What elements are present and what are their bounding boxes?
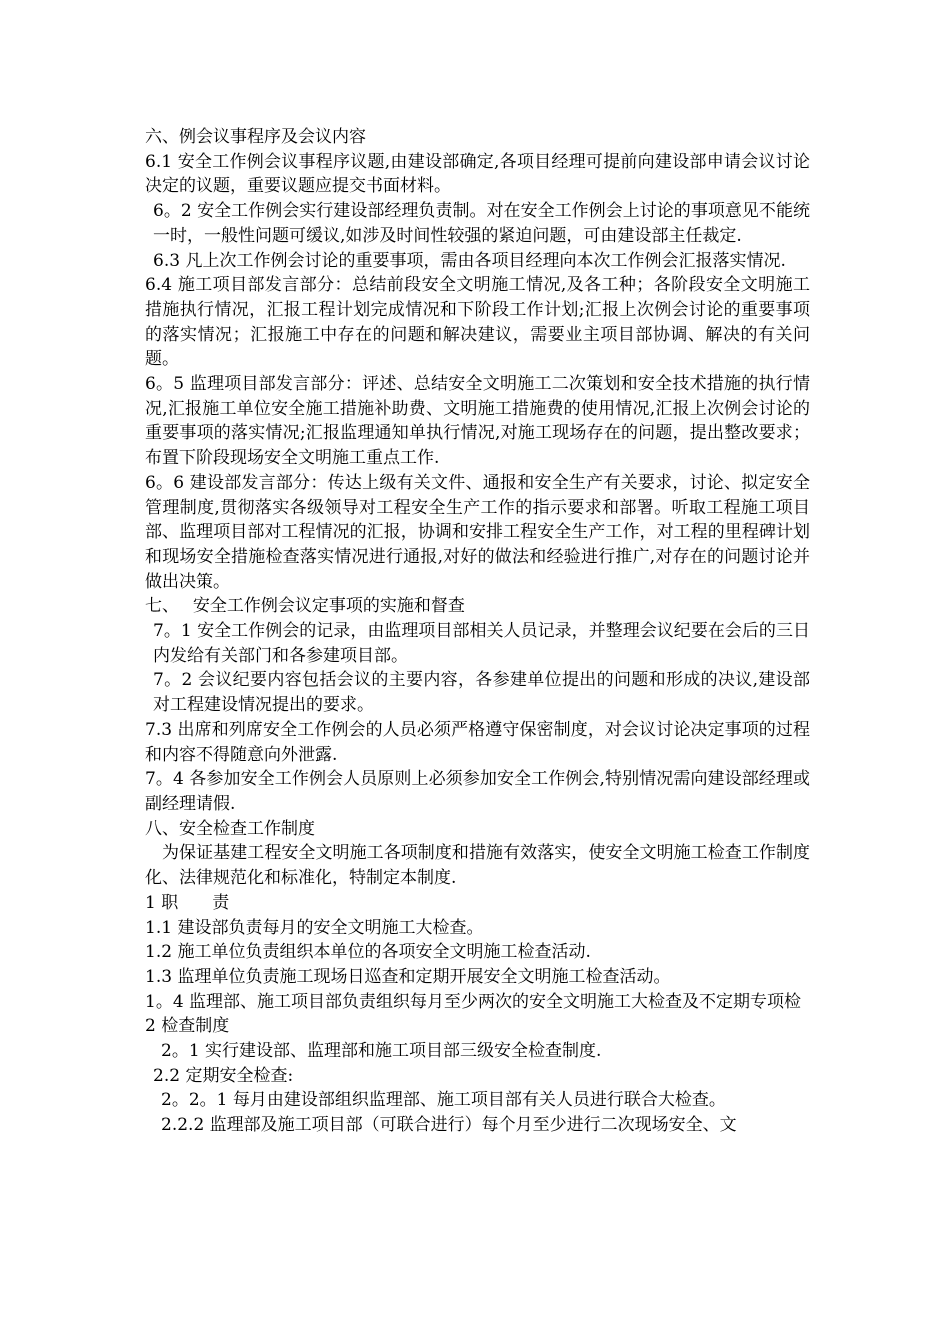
section-heading: 六、例会议事程序及会议内容 [145,127,366,147]
paragraph: 6。5 监理项目部发言部分：评述、总结安全文明施工二次策划和安全技术措施的执行情况,汇报施工单位安全施工措施补助费、文明施工措施费的使用情况,汇报上次例会讨论的重要事项的落实情况;汇报监理通知单执行情况,对施工现场存在的问题，提出整改要求；布置下阶段现场安全文明施工重点工作. [145,374,810,469]
paragraph: 2。2。1 每月由建设部组织监理部、施工项目部有关人员进行联合大检查。 [161,1090,726,1111]
paragraph: 7.3 出席和列席安全工作例会的人员必须严格遵守保密制度，对会议讨论决定事项的过程和内容不得随意向外泄露. [145,719,810,765]
paragraph: 6。2 安全工作例会实行建设部经理负责制。对在安全工作例会上讨论的事项意见不能统一时，一般性问题可缓议,如涉及时间性较强的紧迫问题，可由建设部主任裁定. [153,201,810,246]
paragraph: 6.1 安全工作例会议事程序议题,由建设部确定,各项目经理可提前向建设部申请会议讨论决定的议题，重要议题应提交书面材料。 [145,151,810,197]
paragraph: 6。6 建设部发言部分：传达上级有关文件、通报和安全生产有关要求，讨论、拟定安全管理制度,贯彻落实各级领导对工程安全生产工作的指示要求和部署。听取工程施工项目部、监理项目部对工程情况的汇报，协调和安排工程安全生产工作，对工程的里程碑计划和现场安全措施检查落实情况进行通报,对好的做法和经验进行推广,对存在的问题讨论并做出决策。 [145,472,810,592]
paragraph: 7。1 安全工作例会的记录，由监理项目部相关人员记录，并整理会议纪要在会后的三日内发给有关部门和各参建项目部。 [153,621,810,666]
paragraph: 1.2 施工单位负责组织本单位的各项安全文明施工检查活动. [145,942,591,963]
paragraph: 2.2.2 监理部及施工项目部（可联合进行）每个月至少进行二次现场安全、文 [161,1115,737,1136]
section-heading: 八、安全检查工作制度 [145,818,315,839]
document-body [145,125,810,1138]
section-heading: 七、 安全工作例会议定事项的实施和督查 [145,596,465,617]
subsection-heading: 1 职 责 [145,892,230,913]
paragraph: 2。1 实行建设部、监理部和施工项目部三级安全检查制度. [161,1041,602,1062]
paragraph: 1.1 建设部负责每月的安全文明施工大检查。 [145,917,484,938]
paragraph: 为保证基建工程安全文明施工各项制度和措施有效落实，使安全文明施工检查工作制度化、法律规范化和标准化，特制定本制度. [145,843,810,889]
paragraph: 7。2 会议纪要内容包括会议的主要内容，各参建单位提出的问题和形成的决议,建设部对工程建设情况提出的要求。 [153,670,810,716]
paragraph: 1。4 监理部、施工项目部负责组织每月至少两次的安全文明施工大检查及不定期专项检 [145,991,802,1012]
subsection-heading: 2 检查制度 [145,1016,230,1037]
paragraph: 6.3 凡上次工作例会讨论的重要事项，需由各项目经理向本次工作例会汇报落实情况. [153,250,786,271]
paragraph: 1.3 监理单位负责施工现场日巡查和定期开展安全文明施工检查活动。 [145,966,671,987]
paragraph: 7。4 各参加安全工作例会人员原则上必须参加安全工作例会,特别情况需向建设部经理或副经理请假. [145,769,810,814]
paragraph: 6.4 施工项目部发言部分：总结前段安全文明施工情况,及各工种；各阶段安全文明施工措施执行情况，汇报工程计划完成情况和下阶段工作计划;汇报上次例会讨论的重要事项的落实情况；汇报施工中存在的问题和解决建议，需要业主项目部协调、解决的有关问题。 [145,275,810,370]
paragraph: 2.2 定期安全检查: [153,1065,294,1086]
